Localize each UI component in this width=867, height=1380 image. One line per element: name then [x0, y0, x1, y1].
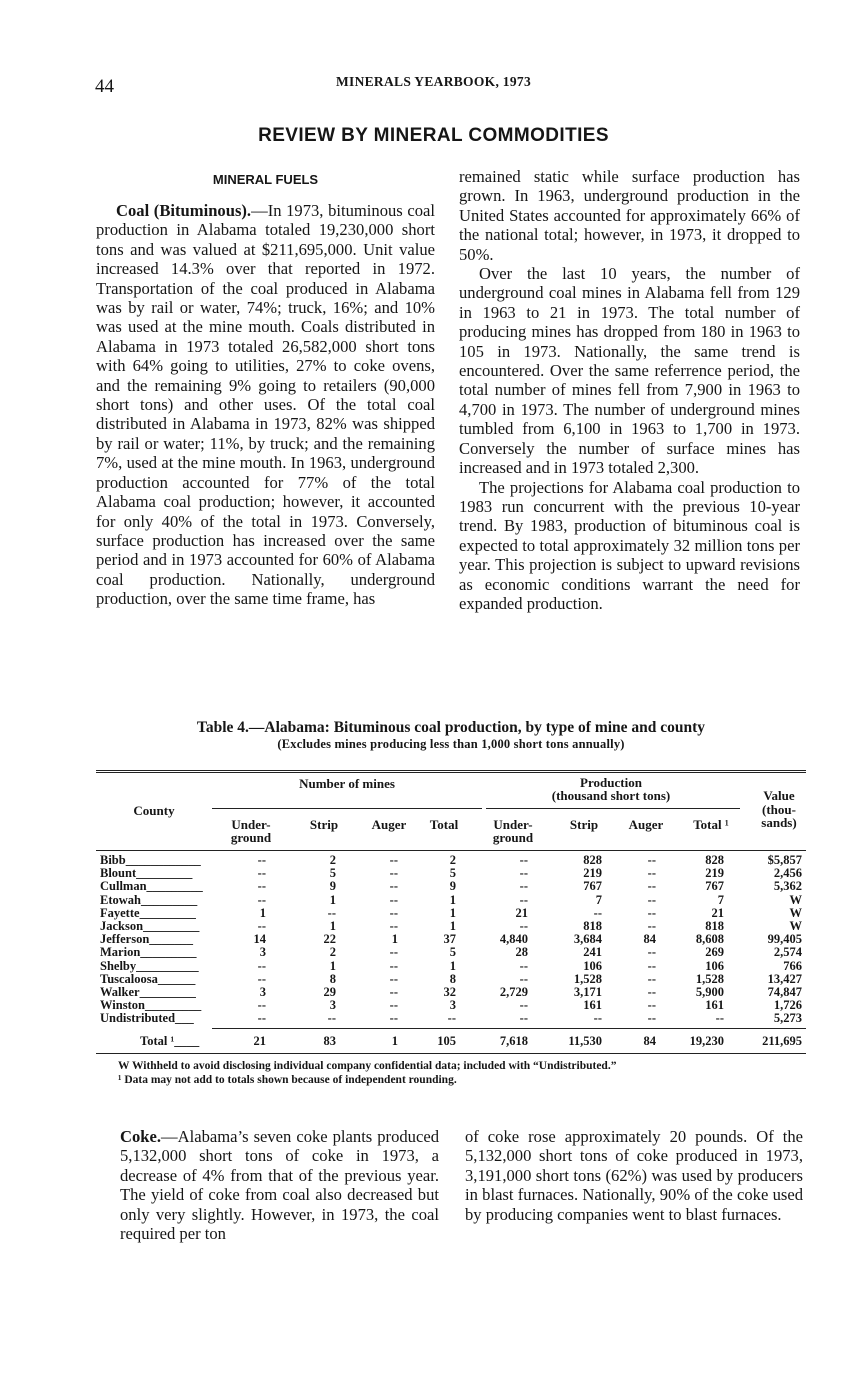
cell-prod-auger: -- [647, 853, 656, 867]
cell-prod-auger: -- [647, 998, 656, 1013]
cell-mines-auger: -- [389, 998, 398, 1013]
county-name [100, 907, 196, 920]
cell-mines-total: 1 [449, 919, 456, 933]
cell-mines-strip: -- [327, 1011, 336, 1026]
cell-prod-strip: 3,684 [573, 932, 602, 947]
total-prod-auger: 84 [643, 1034, 656, 1048]
table-caption [96, 719, 806, 752]
cell-mines-underground: -- [257, 958, 266, 973]
cell-value: 5,362 [773, 879, 802, 894]
county-name [100, 920, 199, 933]
text-column-right [459, 167, 800, 613]
cell-mines-auger: -- [389, 879, 398, 894]
cell-prod-total: 219 [705, 866, 724, 881]
cell-prod-auger: -- [647, 958, 656, 973]
subhead-mineral-fuels: MINERAL FUELS [212, 172, 319, 187]
leader-dots: _________ [146, 879, 203, 894]
coke-text-right: of coke rose approximately 20 pounds. Of the 5,132,000 short tons of coke produced in 1973, 3,191,000 short tons (62%) was used by producers in blast furnaces. Nationally, 90% of the coke used by producing companies went to blast furnaces. [465, 1127, 803, 1224]
cell-prod-total: 21 [711, 905, 724, 920]
cell-mines-total: 1 [449, 958, 456, 973]
county-label: Undistributed [100, 1011, 176, 1026]
cell-prod-underground: -- [519, 971, 528, 986]
cell-prod-underground: -- [519, 1011, 528, 1026]
section-title: REVIEW BY MINERAL COMMODITIES [258, 125, 609, 146]
cell-mines-underground: 3 [259, 985, 266, 999]
header-number-of-mines: Number of mines [299, 776, 395, 791]
county-label: Winston [100, 998, 145, 1013]
cell-mines-strip: 22 [323, 932, 336, 947]
county-name [100, 1012, 194, 1025]
leader-dots: ______ [157, 971, 196, 986]
total-mines-total: 105 [437, 1034, 456, 1048]
header-mines-underground-a: Under- [231, 817, 271, 832]
header-production-b: (thousand short tons) [551, 788, 671, 803]
cell-prod-strip: 7 [595, 892, 602, 907]
cell-prod-underground: -- [519, 919, 528, 933]
county-label: Jackson [100, 919, 144, 933]
total-leader: ____ [174, 1034, 200, 1048]
cell-prod-total: 269 [705, 945, 724, 960]
total-prod-strip: 11,530 [568, 1034, 602, 1048]
cell-mines-auger: -- [389, 971, 398, 986]
cell-prod-total: 828 [705, 853, 724, 867]
cell-mines-strip: 29 [323, 985, 336, 999]
header-mines-total: Total [429, 817, 459, 832]
table-subtitle: (Excludes mines producing less than 1,000 short tons annually) [277, 737, 625, 751]
cell-mines-underground: -- [257, 853, 266, 867]
cell-mines-underground: 1 [259, 905, 266, 920]
table-rule-bottom [96, 1053, 806, 1054]
cell-prod-underground: -- [519, 879, 528, 894]
cell-value: 766 [783, 958, 802, 973]
cell-mines-auger: -- [389, 945, 398, 960]
cell-mines-strip: 2 [329, 853, 336, 867]
county-name [100, 867, 192, 880]
cell-mines-auger: -- [389, 958, 398, 973]
cell-value: 2,574 [773, 945, 802, 960]
cell-prod-total: 5,900 [695, 985, 724, 999]
cell-prod-strip: 767 [583, 879, 602, 894]
cell-mines-total: 5 [449, 945, 456, 960]
cell-prod-total: -- [715, 1011, 724, 1026]
county-name [100, 973, 195, 986]
cell-mines-underground: -- [257, 919, 266, 933]
cell-mines-total: 3 [449, 998, 456, 1013]
cell-mines-underground: 3 [259, 945, 266, 960]
cell-mines-total: 5 [449, 866, 456, 881]
cell-mines-strip: 5 [329, 866, 336, 881]
cell-value: 1,726 [773, 998, 802, 1013]
cell-value: 13,427 [767, 971, 802, 986]
leader-dots: _________ [144, 998, 202, 1013]
county-label: Blount [100, 866, 137, 881]
cell-value: 99,405 [767, 932, 802, 947]
county-name [100, 880, 203, 893]
leader-dots: __________ [136, 958, 199, 973]
cell-mines-strip: 1 [329, 958, 336, 973]
footnote-w: W Withheld to avoid disclosing individual company confidential data; included with “Undistributed.” [118, 1060, 617, 1072]
cell-mines-total: 37 [443, 932, 456, 947]
cell-value: W [789, 919, 802, 933]
coal-paragraph-1 [96, 201, 435, 609]
leader-dots: ____________ [125, 853, 201, 867]
cell-mines-auger: -- [389, 1011, 398, 1026]
cell-mines-total: 1 [449, 905, 456, 920]
cell-mines-underground: -- [257, 1011, 266, 1026]
cell-prod-strip: 161 [583, 998, 602, 1013]
cell-prod-strip: 219 [583, 866, 602, 881]
header-prod-total: Total ¹ [693, 817, 729, 832]
header-prod-underground-b: ground [492, 830, 534, 845]
text-column-left [96, 172, 435, 609]
cell-prod-strip: 1,528 [573, 971, 602, 986]
header-prod-auger: Auger [628, 817, 664, 832]
table-rule-header-bottom [96, 850, 806, 851]
total-mines-strip: 83 [323, 1034, 336, 1048]
header-prod-underground-a: Under- [493, 817, 533, 832]
cell-prod-underground: -- [519, 853, 528, 867]
cell-mines-total: 9 [449, 879, 456, 894]
cell-prod-underground: -- [519, 866, 528, 881]
coal-paragraph-1-cont: remained static while surface production has grown. In 1963, underground production in the United States accounted for approximately 66% of the national total; however, in 1973, it dropped to 50%. [459, 167, 800, 264]
leader-dots: _________ [136, 866, 193, 881]
header-mines-auger: Auger [371, 817, 407, 832]
cell-prod-total: 767 [705, 879, 724, 894]
cell-mines-strip: 1 [329, 919, 336, 933]
cell-mines-strip: 8 [329, 971, 336, 986]
cell-value: $5,857 [767, 853, 802, 867]
header-production-a: Production [580, 775, 642, 790]
county-label: Fayette [100, 905, 140, 920]
county-label: Tuscaloosa [100, 971, 158, 986]
cell-prod-total: 7 [717, 892, 724, 907]
total-mines-auger: 1 [391, 1034, 398, 1048]
coke-column-right [465, 1127, 803, 1224]
header-value-a: Value [763, 788, 795, 803]
cell-prod-auger: -- [647, 866, 656, 881]
leader-dots: ___ [175, 1011, 194, 1026]
coke-text-left: —Alabama’s seven coke plants produced 5,132,000 short tons of coke in 1973, a decrease of 4% from that of the previous year. The yield of coke from coal also decreased but only very slightly. However, in 1973, the coal required per ton [120, 1127, 439, 1244]
county-name [100, 960, 199, 973]
footnote-1: ¹ Data may not add to totals shown because of independent rounding. [118, 1074, 457, 1086]
page-number: 44 [95, 76, 114, 97]
table-rule-before-total [212, 1028, 806, 1029]
cell-prod-total: 1,528 [695, 971, 724, 986]
cell-prod-underground: -- [519, 958, 528, 973]
cell-prod-auger: -- [647, 879, 656, 894]
cell-prod-total: 818 [705, 919, 724, 933]
cell-prod-strip: 106 [583, 958, 602, 973]
coal-runin: Coal (Bituminous). [116, 201, 252, 220]
cell-value: W [789, 905, 802, 920]
coke-paragraph [120, 1127, 439, 1243]
total-label [100, 1035, 199, 1048]
county-label: Etowah [100, 892, 141, 907]
table-footnotes [118, 1059, 616, 1087]
county-name [100, 933, 193, 946]
table-rule-top [96, 770, 806, 771]
cell-prod-auger: 84 [643, 932, 656, 947]
coke-column-left [120, 1127, 439, 1243]
cell-prod-total: 8,608 [695, 932, 724, 947]
county-label: Marion [100, 945, 141, 960]
cell-mines-underground: -- [257, 879, 266, 894]
coal-paragraph-3: The projections for Alabama coal production to 1983 run concurrent with the previous 10-year trend. By 1983, production of bituminous coal is expected to total approximately 32 million tons per year. This projection is subject to upward revisions as economic conditions warrant the need for expanded production. [459, 477, 800, 613]
cell-prod-strip: -- [593, 905, 602, 920]
cell-value: 5,273 [773, 1011, 802, 1026]
cell-prod-auger: -- [647, 1011, 656, 1026]
cell-mines-total: 1 [449, 892, 456, 907]
cell-mines-underground: 14 [253, 932, 266, 947]
cell-prod-strip: 241 [583, 945, 602, 960]
total-prod-total: 19,230 [689, 1034, 724, 1048]
running-head: MINERALS YEARBOOK, 1973 [335, 74, 532, 89]
cell-value: 2,456 [773, 866, 802, 881]
cell-prod-underground: 28 [515, 945, 528, 960]
county-name [100, 946, 197, 959]
county-name [100, 854, 201, 867]
total-value: 211,695 [762, 1034, 802, 1048]
county-label: Cullman [100, 879, 147, 894]
county-label: Jefferson [100, 932, 150, 947]
cell-prod-underground: -- [519, 998, 528, 1013]
cell-mines-strip: 1 [329, 892, 336, 907]
coal-paragraph-2: Over the last 10 years, the number of underground coal mines in Alabama fell from 129 in 1963 to 21 in 1973. The total number of producing mines has dropped from 180 in 1963 to 105 in 1973. Nationally, the same trend is encountered. Over the same referrence period, the total number of mines fell from 7,900 in 1963 to 4,700 in 1973. The number of underground mines tumbled from 6,100 in 1963 to 1,700 in 1973. Conversely the number of surface mines has increased and in 1973 totaled 2,300. [459, 264, 800, 478]
cell-mines-total: 8 [449, 971, 456, 986]
county-label: Shelby [100, 958, 137, 973]
county-name [100, 986, 196, 999]
cell-mines-auger: -- [389, 892, 398, 907]
cell-mines-total: 32 [443, 985, 456, 999]
header-value-c: sands) [761, 815, 797, 830]
cell-prod-strip: -- [593, 1011, 602, 1026]
cell-mines-underground: -- [257, 892, 266, 907]
rule-mines-group [212, 808, 482, 809]
header-county: County [133, 803, 175, 818]
cell-prod-auger: -- [647, 985, 656, 999]
cell-prod-strip: 818 [583, 919, 602, 933]
county-name [100, 999, 201, 1012]
cell-value: 74,847 [767, 985, 802, 999]
leader-dots: _________ [140, 892, 198, 907]
header-mines-strip: Strip [309, 817, 339, 832]
cell-prod-total: 106 [705, 958, 724, 973]
cell-mines-strip: 2 [329, 945, 336, 960]
cell-mines-strip: -- [327, 905, 336, 920]
cell-mines-auger: -- [389, 905, 398, 920]
cell-prod-auger: -- [647, 905, 656, 920]
cell-mines-underground: -- [257, 998, 266, 1013]
cell-prod-auger: -- [647, 892, 656, 907]
coke-runin: Coke. [120, 1127, 162, 1146]
leader-dots: _______ [149, 932, 194, 947]
cell-mines-auger: -- [389, 919, 398, 933]
cell-prod-strip: 828 [583, 853, 602, 867]
county-label: Walker [100, 985, 140, 999]
cell-mines-auger: 1 [391, 932, 398, 947]
cell-mines-auger: -- [389, 853, 398, 867]
cell-prod-underground: 2,729 [499, 985, 528, 999]
county-label: Bibb [100, 853, 126, 867]
leader-dots: _________ [139, 985, 196, 999]
table-rule-top-2 [96, 772, 806, 773]
cell-prod-underground: 21 [515, 905, 528, 920]
cell-mines-underground: -- [257, 971, 266, 986]
cell-mines-underground: -- [257, 866, 266, 881]
leader-dots: _________ [139, 905, 196, 920]
county-name [100, 894, 197, 907]
total-prod-underground: 7,618 [499, 1034, 528, 1048]
cell-prod-underground: 4,840 [499, 932, 528, 947]
leader-dots: _________ [140, 945, 197, 960]
header-prod-strip: Strip [569, 817, 599, 832]
cell-prod-auger: -- [647, 919, 656, 933]
cell-mines-auger: -- [389, 985, 398, 999]
total-mines-underground: 21 [253, 1034, 266, 1048]
cell-value: W [789, 892, 802, 907]
cell-mines-auger: -- [389, 866, 398, 881]
cell-prod-total: 161 [705, 998, 724, 1013]
cell-prod-underground: -- [519, 892, 528, 907]
rule-production-group [486, 808, 740, 809]
cell-prod-auger: -- [647, 971, 656, 986]
coal-paragraph-1-text: —In 1973, bituminous coal production in Alabama totaled 19,230,000 short tons and was valued at $211,695,000. Unit value increased 14.3% over that reported in 1972. Transportation of the coal produced in Alabama was by rail or water, 74%; truck, 16%; and 10% was used at the mine mouth. Coals distributed in Alabama in 1973 totaled 26,582,000 short tons with 64% going to utilities, 27% to coke ovens, and the remaining 9% going to retailers (90,000 short tons) and other uses. Of the total coal distributed in Alabama in 1973, 82% was shipped by rail or water; 11%, by truck; and the remaining 7%, used at the mine mouth. In 1963, underground production accounted for 77% of the total Alabama coal production; however, it accounted for only 40% of the total in 1973. Conversely, surface production has increased over the same period and in 1973 accounted for 60% of Alabama coal production. Nationally, underground production, over the same time frame, has [96, 201, 436, 609]
cell-prod-strip: 3,171 [573, 985, 602, 999]
cell-prod-auger: -- [647, 945, 656, 960]
cell-mines-strip: 9 [329, 879, 336, 894]
coal-production-table [96, 770, 806, 1054]
cell-mines-strip: 3 [329, 998, 336, 1013]
table-title: Table 4.—Alabama: Bituminous coal production, by type of mine and county [196, 719, 706, 736]
header-value-b: (thou- [762, 802, 796, 817]
cell-mines-total: -- [447, 1011, 456, 1026]
total-label-text: Total ¹ [140, 1034, 175, 1048]
leader-dots: _________ [143, 919, 200, 933]
header-mines-underground-b: ground [230, 830, 272, 845]
cell-mines-total: 2 [449, 853, 456, 867]
